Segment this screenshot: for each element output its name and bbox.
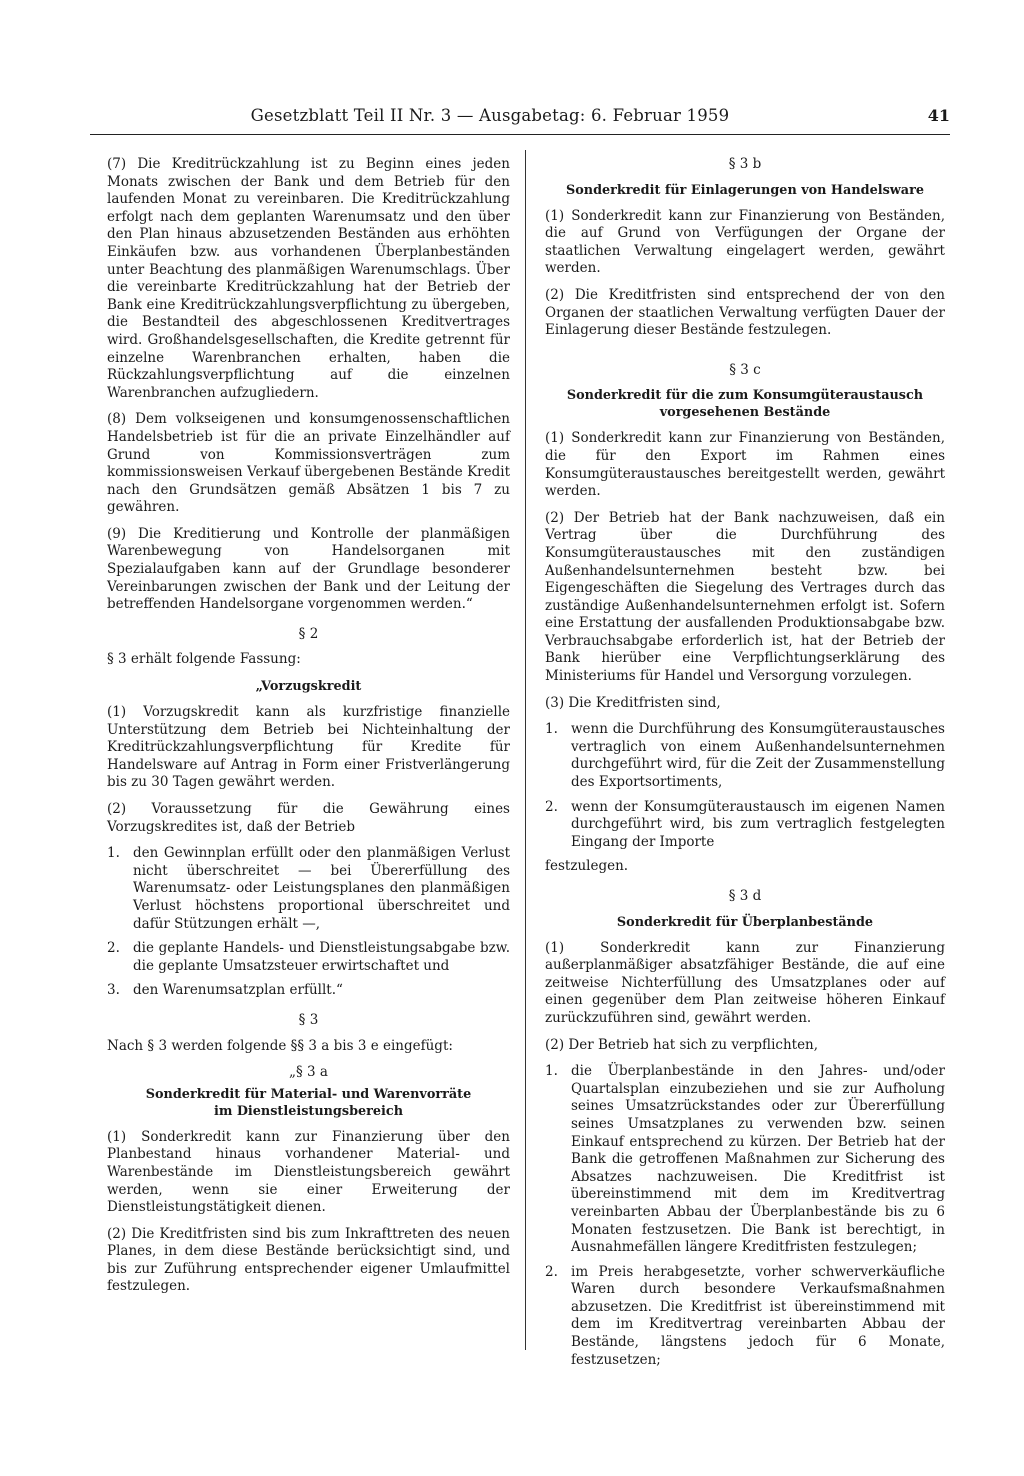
section-3a-paragraph-1: (1) Sonderkredit kann zur Finanzierung über den Planbestand hinaus vorhandener Material- und Warenbestände im Dienstleistungsbereich gewährt werden, wenn sie einer Erweiterung der Dienstleistungstätigkeit dienen. <box>107 1128 510 1216</box>
list-item-number: 1. <box>545 1063 558 1080</box>
section-3c-paragraph-1: (1) Sonderkredit kann zur Finanzierung von Beständen, die für den Export im Rahmen eines Konsumgüteraustausches bereitgestellt werden, gewährt werden. <box>545 430 945 500</box>
page-header <box>90 106 950 135</box>
section-3a-heading-line-1: Sonderkredit für Material- und Warenvorräte <box>145 1086 472 1102</box>
list-item-number: 1. <box>545 721 558 738</box>
section-3-number: § 3 <box>298 1011 319 1028</box>
paragraph-7: (7) Die Kreditrückzahlung ist zu Beginn eines jeden Monats zwischen der Bank und dem Betrieb für den laufenden Monat zu vereinbaren. Die Kreditrückzahlung erfolgt nach dem geplanten Warenumsatz und den über den Plan hinaus abzusetzenden Beständen aus erhöhten Einkäufen bzw. aus vorhandenen Überplanbeständen unter Beachtung des planmäßigen Warenumschlags. Über die vereinbarte Kreditrückzahlung hat der Betrieb der Bank eine Kreditrückzahlungsverpflichtung zu übergeben, die Bestandteil des abgeschlossenen Kreditvertrages wird. Großhandelsgesellschaften, die Kredite getrennt für einzelne Warenbranchen erhalten, haben die Rückzahlungsverpflichtung auf die einzelnen Warenbranchen aufzugliedern. <box>107 156 510 401</box>
list-item-text: wenn der Konsumgüteraustausch im eigenen Namen durchgeführt wird, bis zum vertraglich festgelegten Eingang der Importe <box>571 798 945 850</box>
list-item <box>107 845 510 933</box>
section-3d-paragraph-2: (2) Der Betrieb hat sich zu verpflichten, <box>545 1036 819 1053</box>
column-divider <box>525 150 526 1350</box>
list-item-text: die geplante Handels- und Dienstleistungsabgabe bzw. die geplante Umsatzsteuer erwirtschaftet und <box>133 940 510 974</box>
list-item-text: wenn die Durchführung des Konsumgüteraustausches vertraglich von einem Außenhandelsunternehmen durchgeführt wird, für die Zeit der Zusammenstellung des Exportsortiments, <box>571 721 945 791</box>
list-item-number: 3. <box>107 982 120 999</box>
section-3b-paragraph-1: (1) Sonderkredit kann zur Finanzierung von Beständen, die auf Grund von Verfügungen der Organe der staatlichen Verwaltung eingelagert werden, gewährt werden. <box>545 207 945 277</box>
list-item-number: 2. <box>107 940 120 957</box>
section-3d-obligations <box>545 1063 945 1369</box>
vorzugskredit-paragraph-2: (2) Voraussetzung für die Gewährung eines Vorzugskredites ist, daß der Betrieb <box>107 801 510 835</box>
list-item-number: 2. <box>545 798 558 815</box>
section-3c-paragraph-2: (2) Der Betrieb hat der Bank nachzuweisen, daß ein Vertrag über die Durchführung des Konsumgüteraustausches mit den zuständigen Außenhandelsunternehmen besteht bzw. bei Eigengeschäften die Siegelung des Vertrages durch das zuständige Außenhandelsunternehmen erfolgt ist. Sofern eine Erstattung der ausfallenden Produktionsabgabe bzw. Verbrauchsabgabe erforderlich ist, hat der Betrieb der Bank hierüber eine Verpflichtungserklärung des Ministeriums für Handel und Versorgung vorzulegen. <box>545 509 945 685</box>
list-item-text: den Gewinnplan erfüllt oder den planmäßigen Verlust nicht überschreitet — bei Übererfüllung des Warenumsatz- oder Leistungsplanes den planmäßigen Verlust höchstens proportional überschreitet und dafür Stützungen erhält —, <box>133 845 510 932</box>
section-3c-heading-line-2: vorgesehenen Bestände <box>659 405 831 421</box>
list-item <box>545 1264 945 1370</box>
section-3c-conditions <box>545 721 945 851</box>
section-3d-paragraph-1: (1) Sonderkredit kann zur Finanzierung außerplanmäßiger absatzfähiger Bestände, die auf eine zeitweise Nichterfüllung des Umsatzplanes oder auf einen gegenüber dem Plan zeitweise höheren Einkauf zurückzuführen sind, gewährt werden. <box>545 939 945 1026</box>
list-item-text: die Überplanbestände in den Jahres- und/oder Quartalsplan einzubeziehen und sie zur Aufholung seines Umsatzrückstandes oder zur Übererfüllung seines Umsatzplanes zu verwenden bzw. seinen Einkauf entsprechend zu kürzen. Der Betrieb hat der Bank die getroffenen Maßnahmen zur Sicherung des Absatzes nachzuweisen. Die Kreditfrist ist übereinstimmend mit dem im Kreditvertrag vereinbarten Abbau der Überplanbestände bis zu 6 Monaten festzusetzen. Die Bank ist berechtigt, in Ausnahmefällen längere Kreditfristen festzulegen; <box>571 1063 945 1256</box>
list-item <box>107 982 510 1000</box>
gazette-title: Gesetzblatt Teil II Nr. 3 — Ausgabetag: 6. Februar 1959 <box>250 106 730 125</box>
list-item <box>545 1063 945 1257</box>
section-3c-number: § 3 c <box>729 361 761 378</box>
section-3-intro: Nach § 3 werden folgende §§ 3 a bis 3 e eingefügt: <box>107 1037 453 1054</box>
list-item-number: 2. <box>545 1263 558 1280</box>
section-2-intro: § 3 erhält folgende Fassung: <box>107 651 301 668</box>
left-column <box>107 156 510 1305</box>
section-3c-closing: festzulegen. <box>545 858 629 875</box>
section-3b-heading: Sonderkredit für Einlagerungen von Handelsware <box>566 182 924 198</box>
section-3a-number: „§ 3 a <box>289 1064 328 1081</box>
section-2-number: § 2 <box>298 625 319 642</box>
page-number: 41 <box>927 106 950 125</box>
vorzugskredit-heading: „Vorzugskredit <box>255 679 362 695</box>
vorzugskredit-conditions <box>107 845 510 1000</box>
section-3c-paragraph-3: (3) Die Kreditfristen sind, <box>545 694 721 711</box>
section-3b-paragraph-2: (2) Die Kreditfristen sind entsprechend der von den Organen der staatlichen Verwaltung verfügten Dauer der Einlagerung dieser Bestände festzulegen. <box>545 286 945 339</box>
section-3d-number: § 3 d <box>728 888 762 904</box>
list-item-text: im Preis herabgesetzte, vorher schwerverkäufliche Waren durch besondere Verkaufsmaßnahmen abzusetzen. Die Kreditfrist ist übereinstimmend mit dem im Kreditvertrag vereinbarten Abbau der Bestände, längstens jedoch für 6 Monate, festzusetzen; <box>571 1263 945 1368</box>
paragraph-8: (8) Dem volkseigenen und konsumgenossenschaftlichen Handelsbetrieb ist für die an private Einzelhändler auf Grund von Kommissionsverträgen zum kommissionsweisen Verkauf übergebenen Bestände Kredit nach den Grundsätzen gemäß Absätzen 1 bis 7 zu gewähren. <box>107 411 510 516</box>
section-3b-number: § 3 b <box>728 156 762 172</box>
section-3d-heading: Sonderkredit für Überplanbestände <box>616 914 874 930</box>
list-item-text: den Warenumsatzplan erfüllt.“ <box>133 982 343 999</box>
right-column <box>545 156 945 1376</box>
list-item <box>107 940 510 975</box>
section-3a-heading-line-2: im Dienstleistungsbereich <box>213 1103 404 1119</box>
vorzugskredit-paragraph-1: (1) Vorzugskredit kann als kurzfristige finanzielle Unterstützung dem Betrieb bei Nichteinhaltung der Kreditrückzahlungsverpflichtung für Kredite für Handelsware auf Antrag in Form einer Fristverlängerung bis zu 30 Tagen gewährt werden. <box>107 704 510 791</box>
list-item <box>545 799 945 852</box>
list-item <box>545 721 945 791</box>
section-3a-paragraph-2: (2) Die Kreditfristen sind bis zum Inkrafttreten des neuen Planes, in dem diese Bestände berücksichtigt sind, und bis zur Zuführung entsprechender eigener Umlaufmittel festzulegen. <box>107 1225 510 1295</box>
section-3c-heading-line-1: Sonderkredit für die zum Konsumgüteraustausch <box>566 388 924 404</box>
list-item-number: 1. <box>107 845 120 862</box>
paragraph-9: (9) Die Kreditierung und Kontrolle der planmäßigen Warenbewegung von Handelsorganen mit Spezialaufgaben kann auf der Grundlage besonderer Vereinbarungen zwischen der Bank und der Leitung der betreffenden Handelsorgane vorgenommen werden.“ <box>107 525 510 613</box>
